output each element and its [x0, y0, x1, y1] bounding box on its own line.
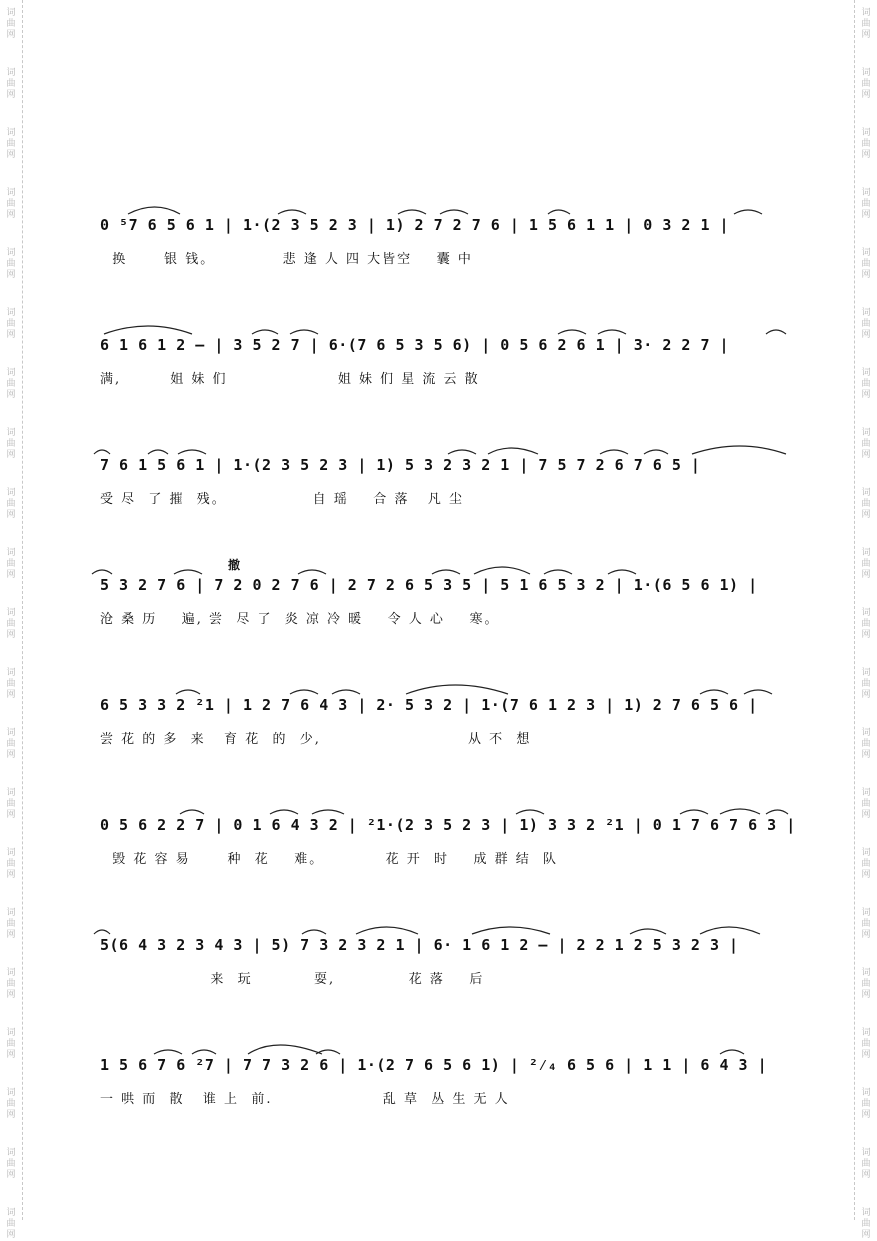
score-system-7 — [100, 928, 790, 998]
jianpu-notes: 7 6 1 5 6 1 | 1·(2 3 5 2 3 | 1) 5 3 2 3 2 1 | 7 5 7 2 6 7 6 5 | — [100, 456, 701, 474]
watermark-stamp: 词 曲 网 — [6, 8, 16, 40]
score-system-3 — [100, 448, 790, 518]
watermark-stamp: 词 曲 网 — [6, 1028, 16, 1060]
jianpu-notes: 0 ⁵7 6 5 6 1 | 1·(2 3 5 2 3 | 1) 2 7 2 7 6 | 1 5 6 1 1 | 0 3 2 1 | — [100, 216, 730, 234]
watermark-stamp: 词 曲 网 — [861, 1088, 871, 1120]
watermark-stamp: 词 曲 网 — [6, 308, 16, 340]
jianpu-notes: 5(6 4 3 2 3 4 3 | 5) 7 3 2 3 2 1 | 6· 1 6 1 2 – | 2 2 1 2 5 3 2 3 | — [100, 936, 739, 954]
watermark-stamp: 词 曲 网 — [861, 428, 871, 460]
score-system-5 — [100, 688, 790, 758]
watermark-stamp: 词 曲 网 — [861, 728, 871, 760]
lyrics-line: 来 玩 耍, 花 落 后 — [100, 972, 485, 987]
watermark-stamp: 词 曲 网 — [861, 788, 871, 820]
watermark-stamp: 词 曲 网 — [6, 848, 16, 880]
watermark-stamp: 词 曲 网 — [861, 488, 871, 520]
score-system-6 — [100, 808, 796, 878]
watermark-stamp: 词 曲 网 — [861, 1028, 871, 1060]
watermark-stamp: 词 曲 网 — [6, 368, 16, 400]
watermark-stamp: 词 曲 网 — [861, 308, 871, 340]
lyrics-line: 满, 姐 妹 们 姐 妹 们 星 流 云 散 — [100, 372, 480, 387]
lyrics-line: 一 哄 而 散 谁 上 前. 乱 草 丛 生 无 人 — [100, 1092, 510, 1107]
watermark-stamp: 词 曲 网 — [6, 548, 16, 580]
watermark-stamp: 词 曲 网 — [861, 68, 871, 100]
watermark-stamp: 词 曲 网 — [861, 8, 871, 40]
watermark-stamp: 词 曲 网 — [6, 788, 16, 820]
watermark-stamp: 词 曲 网 — [861, 548, 871, 580]
score-system-1 — [100, 208, 790, 278]
watermark-stamp: 词 曲 网 — [861, 188, 871, 220]
watermark-stamp: 词 曲 网 — [6, 428, 16, 460]
jianpu-notes: 6 1 6 1 2 – | 3 5 2 7 | 6·(7 6 5 3 5 6) | 0 5 6 2 6 1 | 3· 2 2 7 | — [100, 336, 730, 354]
watermark-stamp: 词 曲 网 — [861, 1208, 871, 1240]
watermark-stamp: 词 曲 网 — [6, 1208, 16, 1240]
score-system-8 — [100, 1048, 790, 1118]
watermark-stamp: 词 曲 网 — [861, 248, 871, 280]
watermark-stamp: 词 曲 网 — [6, 728, 16, 760]
lyrics-line: 尝 花 的 多 来 育 花 的 少, 从 不 想 — [100, 732, 532, 747]
jianpu-notes: 6 5 3 3 2 ²1 | 1 2 7 6 4 3 | 2· 5 3 2 | 1·(7 6 1 2 3 | 1) 2 7 6 5 6 | — [100, 696, 758, 714]
tempo-mark: 撤 — [228, 558, 241, 572]
jianpu-notes: 1 5 6 7 6 ²7 | 7 7 3 2 6 | 1·(2 7 6 5 6 1) | ²⁄₄ 6 5 6 | 1 1 | 6 4 3 | — [100, 1056, 768, 1074]
watermark-stamp: 词 曲 网 — [861, 368, 871, 400]
score-system-2 — [100, 328, 790, 398]
watermark-stamp: 词 曲 网 — [6, 1148, 16, 1180]
lyrics-line: 换 银 钱。 悲 逢 人 四 大皆空 囊 中 — [100, 252, 473, 267]
lyrics-line: 沧 桑 历 遍, 尝 尽 了 炎 凉 冷 暖 令 人 心 寒。 — [100, 612, 500, 627]
watermark-stamp: 词 曲 网 — [6, 968, 16, 1000]
watermark-stamp: 词 曲 网 — [6, 128, 16, 160]
jianpu-notes: 5 3 2 7 6 | 7 2 0 2 7 6 | 2 7 2 6 5 3 5 | 5 1 6 5 3 2 | 1·(6 5 6 1) | — [100, 576, 758, 594]
watermark-stamp: 词 曲 网 — [861, 668, 871, 700]
jianpu-notes: 0 5 6 2 2 7 | 0 1 6 4 3 2 | ²1·(2 3 5 2 3 | 1) 3 3 2 ²1 | 0 1 7 6 7 6 3 | — [100, 816, 796, 834]
watermark-stamp: 词 曲 网 — [861, 608, 871, 640]
watermark-stamp: 词 曲 网 — [861, 908, 871, 940]
watermark-stamp: 词 曲 网 — [6, 188, 16, 220]
watermark-stamp: 词 曲 网 — [6, 908, 16, 940]
watermark-stamp: 词 曲 网 — [6, 608, 16, 640]
lyrics-line: 受 尽 了 摧 残。 自 瑶 合 落 凡 尘 — [100, 492, 464, 507]
watermark-stamp: 词 曲 网 — [6, 1088, 16, 1120]
watermark-stamp: 词 曲 网 — [6, 68, 16, 100]
watermark-stamp: 词 曲 网 — [861, 128, 871, 160]
lyrics-line: 毁 花 容 易 种 花 难。 花 开 时 成 群 结 队 — [100, 852, 559, 867]
score-system-4 — [100, 558, 790, 638]
watermark-stamp: 词 曲 网 — [6, 668, 16, 700]
watermark-stamp: 词 曲 网 — [6, 248, 16, 280]
watermark-stamp: 词 曲 网 — [6, 488, 16, 520]
watermark-stamp: 词 曲 网 — [861, 968, 871, 1000]
watermark-stamp: 词 曲 网 — [861, 848, 871, 880]
watermark-stamp: 词 曲 网 — [861, 1148, 871, 1180]
